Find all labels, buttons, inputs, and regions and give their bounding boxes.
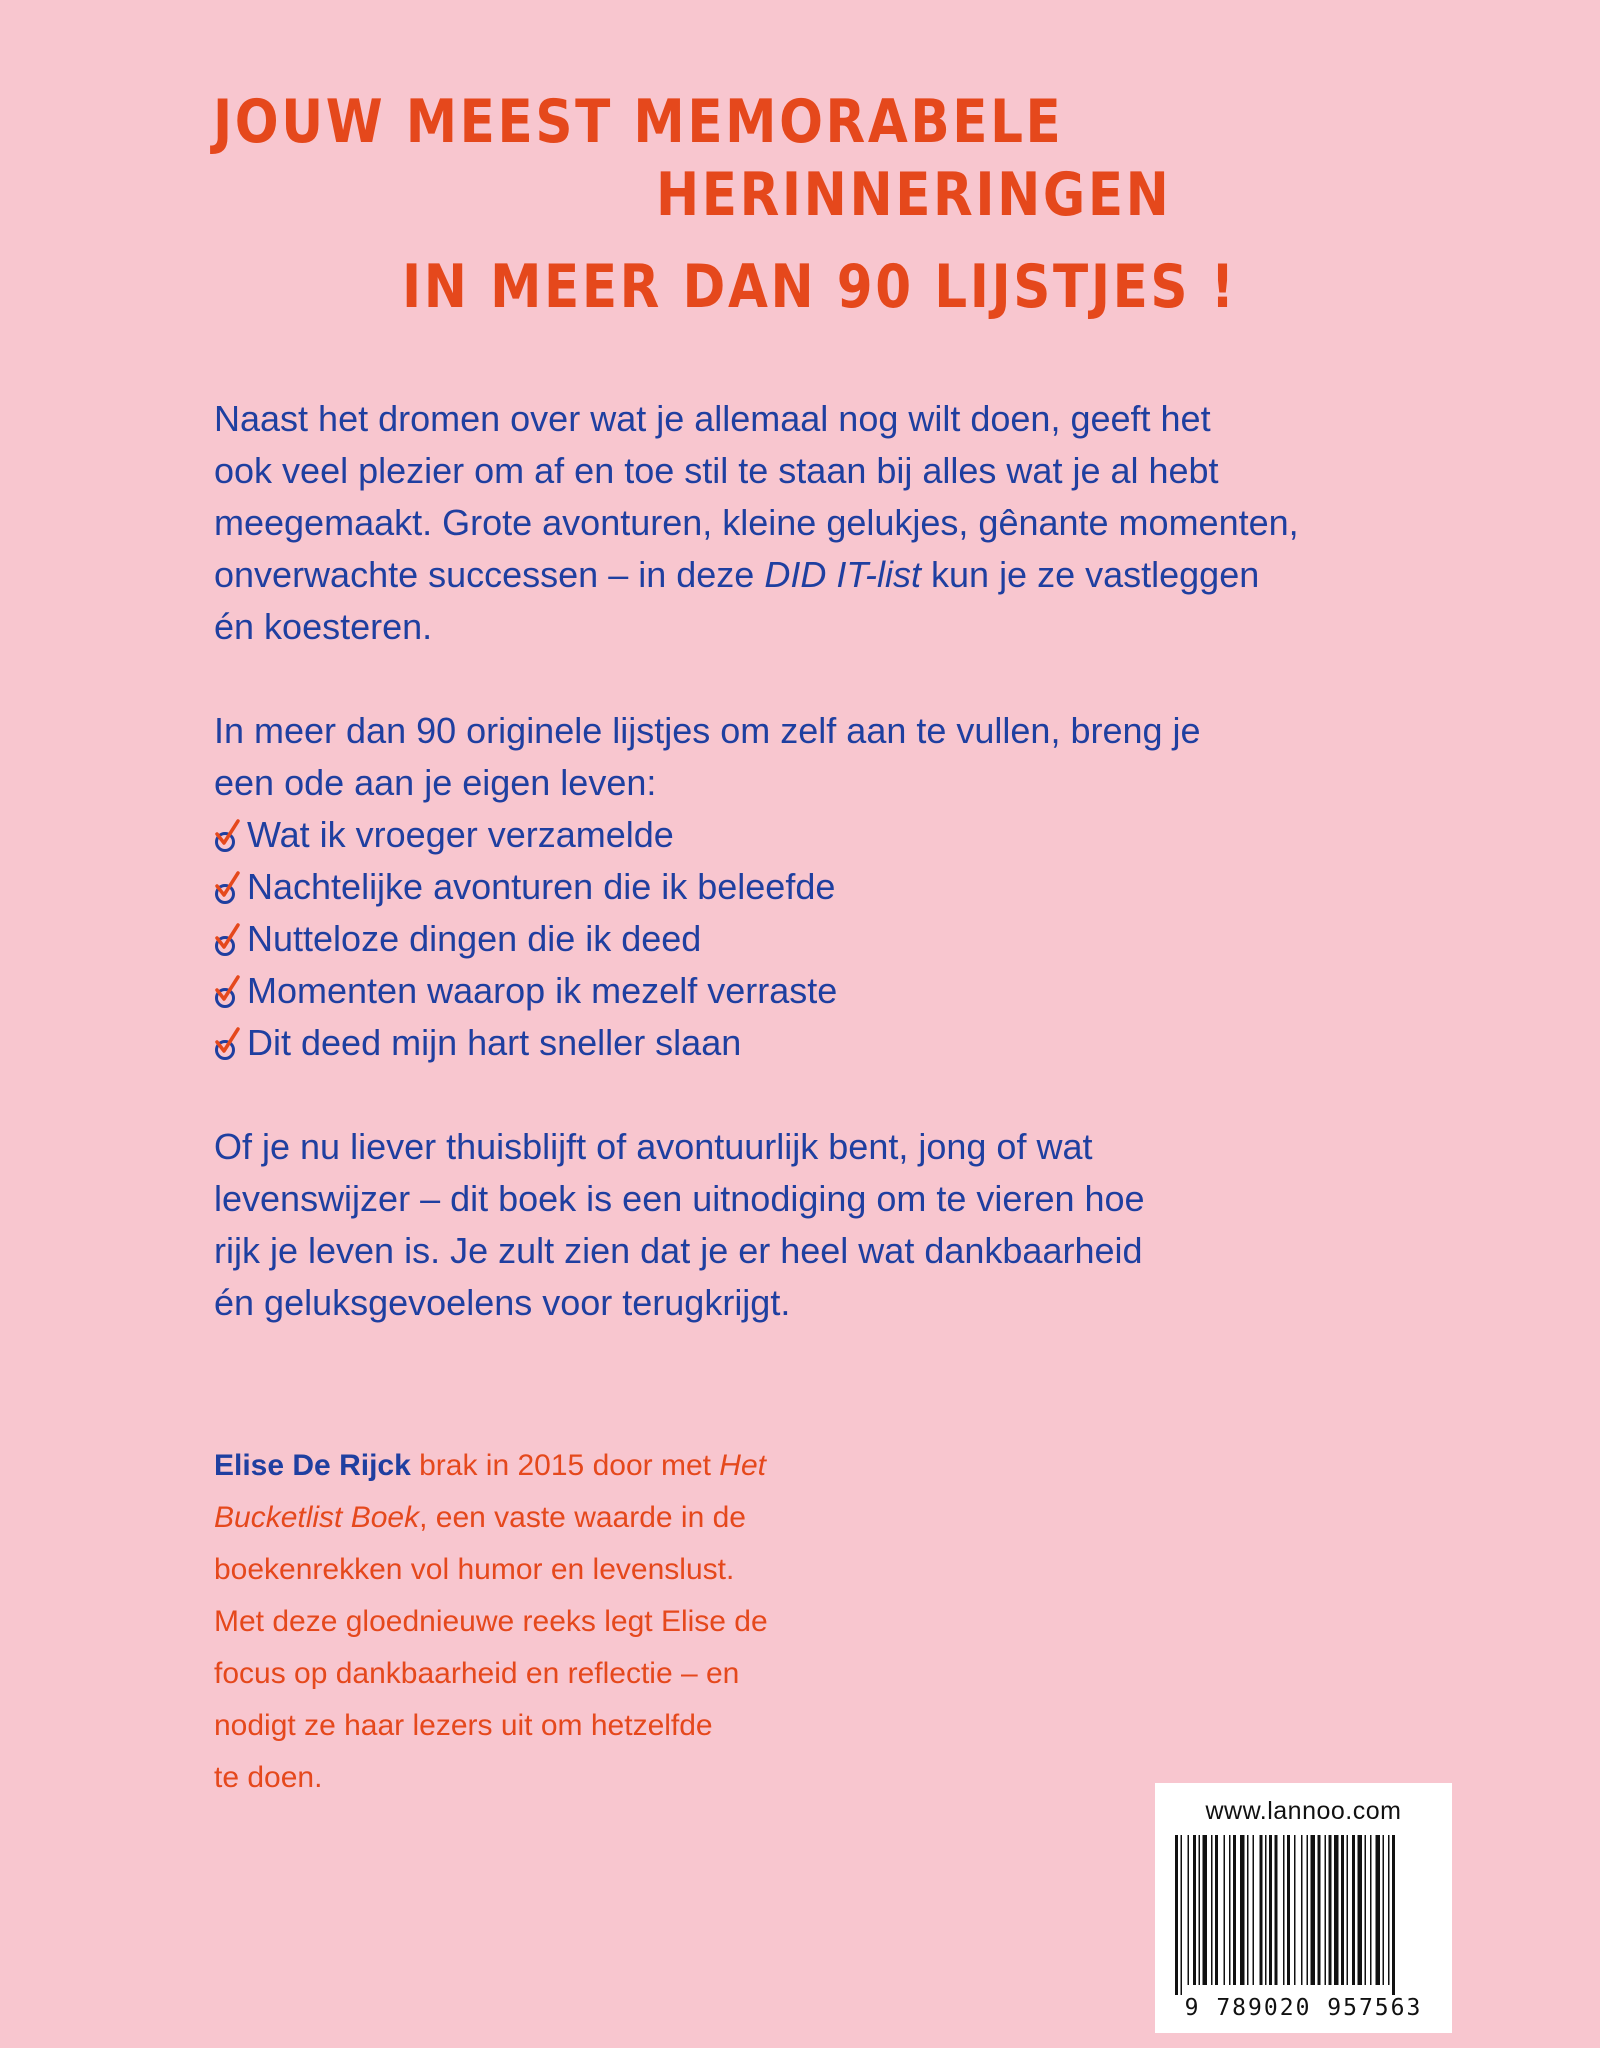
bio-text: brak in 2015 door met [410,1449,720,1482]
bio-text: , een vaste waarde in de [419,1501,746,1534]
barcode-bar [1181,1835,1183,1995]
barcode-bar [1388,1835,1390,1985]
author-name: Elise De Rijck [214,1449,411,1482]
checklist-item [214,861,1444,913]
bio-line: nodigt ze haar lezers uit om hetzelfde [214,1709,713,1742]
intro-text: onverwachte successen – in deze [214,554,765,595]
checklist-item [214,913,1444,965]
barcode-bar [1265,1835,1267,1985]
barcode-bar [1215,1835,1218,1985]
bio-line: te doen. [214,1761,323,1794]
barcode-bar [1347,1835,1349,1985]
intro-line: meegemaakt. Grote avonturen, kleine gelukjes, gênante momenten, [214,502,1299,543]
barcode-bar [1341,1835,1344,1985]
barcode-bar [1269,1835,1272,1985]
headline-line-3: IN MEER DAN 90 LIJSTJES ! [402,252,1237,322]
barcode-bar [1376,1835,1381,1985]
barcode-bar [1318,1835,1321,1985]
barcode-bar [1233,1835,1236,1985]
barcode-bar [1287,1835,1290,1985]
intro-line: Naast het dromen over wat je allemaal nog wilt doen, geeft het [214,398,1211,439]
barcode-bar [1193,1835,1196,1985]
checklist-item [214,965,1444,1017]
barcode-bar [1260,1835,1263,1985]
barcode-bar [1294,1835,1296,1985]
intro-paragraph [214,393,1444,653]
barcode-bar [1224,1835,1226,1985]
checklist-item-text: Wat ik vroeger verzamelde [247,814,674,855]
bio-line: Met deze gloednieuwe reeks legt Elise de [214,1605,768,1638]
checklist-item-text: Nachtelijke avonturen die ik beleefde [247,866,836,907]
checklist-item [214,1017,1444,1069]
barcode-bar [1352,1835,1355,1985]
checklist-item-text: Nutteloze dingen die ik deed [247,918,702,959]
closing-line: Of je nu liever thuisblijft of avontuurlijk bent, jong of wat [214,1126,1093,1167]
closing-paragraph [214,1121,1444,1329]
book-title: Bucketlist Boek [214,1501,420,1534]
barcode-bar [1203,1835,1208,1985]
did-it-list-title: DID IT-list [764,554,922,595]
barcode-bar [1370,1835,1372,1985]
barcode-bar [1247,1835,1249,1985]
barcode-bar [1275,1835,1278,1985]
checkmark-icon [214,1025,242,1065]
lists-paragraph [214,705,1444,1069]
barcode-bar [1229,1835,1231,1985]
closing-line: én geluksgevoelens voor terugkrijgt. [214,1282,791,1323]
headline-line-1: JOUW MEEST MEMORABELE [213,87,1064,157]
closing-line: levenswijzer – dit boek is een uitnodiging om te vieren hoe [214,1178,1145,1219]
barcode-bar [1334,1835,1339,1985]
bio-line [214,1440,854,1492]
checklist-item-text: Momenten waarop ik mezelf verraste [247,970,838,1011]
barcode-bar [1240,1835,1245,1985]
barcode-bar [1325,1835,1327,1985]
barcode-bar [1307,1835,1309,1985]
intro-text: kun je ze vastleggen [921,554,1260,595]
intro-line: én koesteren. [214,606,433,647]
barcode-bar [1358,1835,1363,1985]
barcode-bar [1301,1835,1303,1985]
lists-intro-line: een ode aan je eigen leven: [214,762,657,803]
bio-line [214,1492,854,1544]
barcode-bar [1329,1835,1332,1985]
author-bio [214,1440,854,1804]
checklist-item-text: Dit deed mijn hart sneller slaan [247,1022,742,1063]
intro-line: ook veel plezier om af en toe stil te staan bij alles wat je al hebt [214,450,1219,491]
checklist-item [214,809,1444,861]
barcode-panel [1155,1783,1452,2033]
barcode-bar [1383,1835,1385,1985]
publisher-url: www.lannoo.com [1205,1797,1402,1825]
barcode-bar [1199,1835,1201,1985]
bio-line: focus op dankbaarheid en reflectie – en [214,1657,740,1690]
closing-line: rijk je leven is. Je zult zien dat je er heel wat dankbaarheid [214,1230,1143,1271]
barcode-bar [1175,1835,1178,1995]
book-title: Het [719,1449,766,1482]
barcode-bar [1392,1835,1395,1995]
checkmark-icon [214,921,242,961]
checklist [214,809,1444,1069]
intro-line [214,549,1444,601]
checkmark-icon [214,973,242,1013]
barcode-bar [1283,1835,1285,1985]
barcode-bar [1253,1835,1255,1985]
checkmark-icon [214,817,242,857]
isbn-number: 9 789020 957563 [1184,1995,1423,2021]
bio-line: boekenrekken vol humor en levenslust. [214,1553,735,1586]
barcode-bar [1365,1835,1367,1985]
lists-intro-line: In meer dan 90 originele lijstjes om zelf aan te vullen, breng je [214,710,1201,751]
barcode [1173,1835,1435,1995]
barcode-bar [1311,1835,1316,1985]
checkmark-icon [214,869,242,909]
barcode-bar [1188,1835,1190,1985]
barcode-bar [1211,1835,1213,1985]
headline-line-2: HERINNERINGEN [656,160,1172,230]
